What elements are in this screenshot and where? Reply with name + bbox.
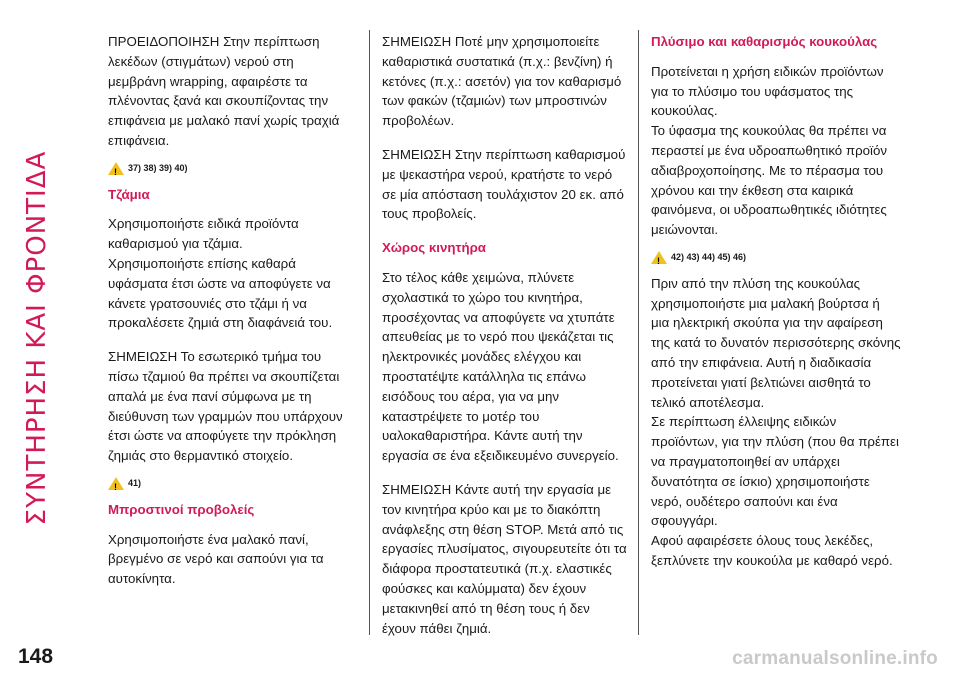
paragraph-engine-wash: Στο τέλος κάθε χειμώνα, πλύνετε σχολαστικά το χώρο του κινητήρα, προσέχοντας να αποφύγετε να χτυπάτε απευθείας με το νερό που ψεκάζεται τις ηλεκτρονικές μονάδες ελέγχου και προστατέψτε κατάλληλα τις επάνω εισόδους του αέρα, για να μην καταστρέψετε το μοτέρ του υαλοκαθαριστήρα. Κάντε αυτή την εργασία σε ένα εξειδικευμένο συνεργείο. <box>382 269 619 464</box>
watermark: carmanualsonline.info <box>732 648 938 669</box>
paragraph-wrapping-note: ΠΡΟΕΙΔΟΠΟΙΗΣΗ Στην περίπτωση λεκέδων (στιγμάτων) νερού στη μεμβράνη wrapping, αφαιρέστε τα πλένοντας ξανά και σκουπίζοντας την επιφάνεια με μαλακό πανί χωρίς τραχιά επιφάνεια. <box>108 34 340 148</box>
page-number: 148 <box>18 645 54 668</box>
warning-triangle-icon <box>108 477 124 490</box>
paragraph-hood-products: Προτείνεται η χρήση ειδικών προϊόντων για το πλύσιμο του υφάσματος της κουκούλας. <box>651 63 884 119</box>
warning-refs-3: ! 42) 43) 44) 45) 46) <box>651 248 901 268</box>
column-3 <box>651 32 901 585</box>
heading-engine-bay: Χώρος κινητήρα <box>382 240 486 256</box>
heading-headlights: Μπροστινοί προβολείς <box>108 501 255 517</box>
paragraph-hood-rinse: Αφού αφαιρέσετε όλους τους λεκέδες, ξεπλύνετε την κουκούλα με καθαρό νερό. <box>651 533 893 568</box>
paragraph-glass-cloths: Χρησιμοποιήστε επίσης καθαρά υφάσματα έτσι ώστε να αποφύγετε να κάνετε γρατσουνιές στο τζάμι ή να προκαλέσετε ζημιά στη διαφάνειά του. <box>108 255 333 331</box>
heading-glass: Τζάμια <box>108 186 150 202</box>
warning-triangle-icon <box>108 162 124 175</box>
paragraph-water-jet-note: ΣΗΜΕΙΩΣΗ Στην περίπτωση καθαρισμού με ψεκαστήρα νερού, κρατήστε το νερό σε μία απόσταση τουλάχιστον 20 εκ. από τους προβολείς. <box>382 146 626 222</box>
paragraph-engine-note: ΣΗΜΕΙΩΣΗ Κάντε αυτή την εργασία με τον κινητήρα κρύο και με το διακόπτη ανάφλεξης στη θέση STOP. Μετά από τις εργασίες πλυσίματος, σιγουρευτείτε ότι τα διάφορα προστατευτικά (π.χ. ελαστικές φούσκες και καλύμματα) δεν έχουν μετακινηθεί από τη θέση τους ή δεν έχουν πάθει ζημιά. <box>382 481 627 636</box>
warning-triangle-icon <box>651 251 667 264</box>
paragraph-glass-products: Χρησιμοποιήστε ειδικά προϊόντα καθαρισμού για τζάμια. <box>108 216 299 252</box>
paragraph-hood-waterproof: Το ύφασμα της κουκούλας θα πρέπει να περαστεί με ένα υδροαπωθητικό προϊόν αδιαβροχοποίησης. Με το πέρασμα του χρόνου και την έκθεση στα καιρικά φαινόμενα, οι υδροαπωθητικές ιδιότητες μειώνονται. <box>651 123 888 238</box>
column-2 <box>382 32 627 652</box>
paragraph-lens-note: ΣΗΜΕΙΩΣΗ Ποτέ μην χρησιμοποιείτε καθαριστικά συστατικά (π.χ.: βενζίνη) ή κετόνες (π.χ.: ασετόν) για τον καθαρισμό των φακών (τζαμιών) των μπροστινών προβολέων. <box>382 34 622 129</box>
paragraph-headlights: Χρησιμοποιήστε ένα μαλακό πανί, βρεγμένο σε νερό και σαπούνι για τα αυτοκίνητα. <box>108 531 324 587</box>
paragraph-hood-water: Σε περίπτωση έλλειψης ειδικών προϊόντων, για την πλύση (που θα πρέπει να πραγματοποιηθεί αν υπάρχει δυνατότητα σε ίσκιο) χρησιμοποιήστε νερό, ουδέτερο σαπούνι και ένα σφουγγάρι. <box>651 414 899 529</box>
paragraph-hood-brush: Πριν από την πλύση της κουκούλας χρησιμοποιήστε μια μαλακή βούρτσα ή μια ηλεκτρική σκούπα για την αφαίρεση της κατά το δυνατόν περισσότερης σκόνης από την επιφάνεια. Αυτή η διαδικασία προτείνεται γιατί βελτιώνει αισθητά το τελικό αποτέλεσμα. <box>651 275 901 410</box>
column-divider <box>638 30 639 635</box>
column-1 <box>108 32 353 603</box>
warning-refs-1: ! 37) 38) 39) 40) <box>108 159 353 179</box>
heading-hood-cleaning: Πλύσιμο και καθαρισμός κουκούλας <box>651 34 878 49</box>
section-side-title: ΣΥΝΤΗΡΗΣΗ ΚΑΙ ΦΡΟΝΤΙΔΑ <box>22 150 52 526</box>
column-divider <box>369 30 370 635</box>
paragraph-rear-window-note: ΣΗΜΕΙΩΣΗ Το εσωτερικό τμήμα του πίσω τζαμιού θα πρέπει να σκουπίζεται απαλά με ένα πανί σύμφωνα με τη διεύθυνση των γραμμών που υπάρχουν έτσι ώστε να αποφύγετε την πρόκληση ζημιάς στο θερμαντικό στοιχείο. <box>108 349 343 464</box>
warning-refs-2: ! 41) <box>108 474 353 494</box>
